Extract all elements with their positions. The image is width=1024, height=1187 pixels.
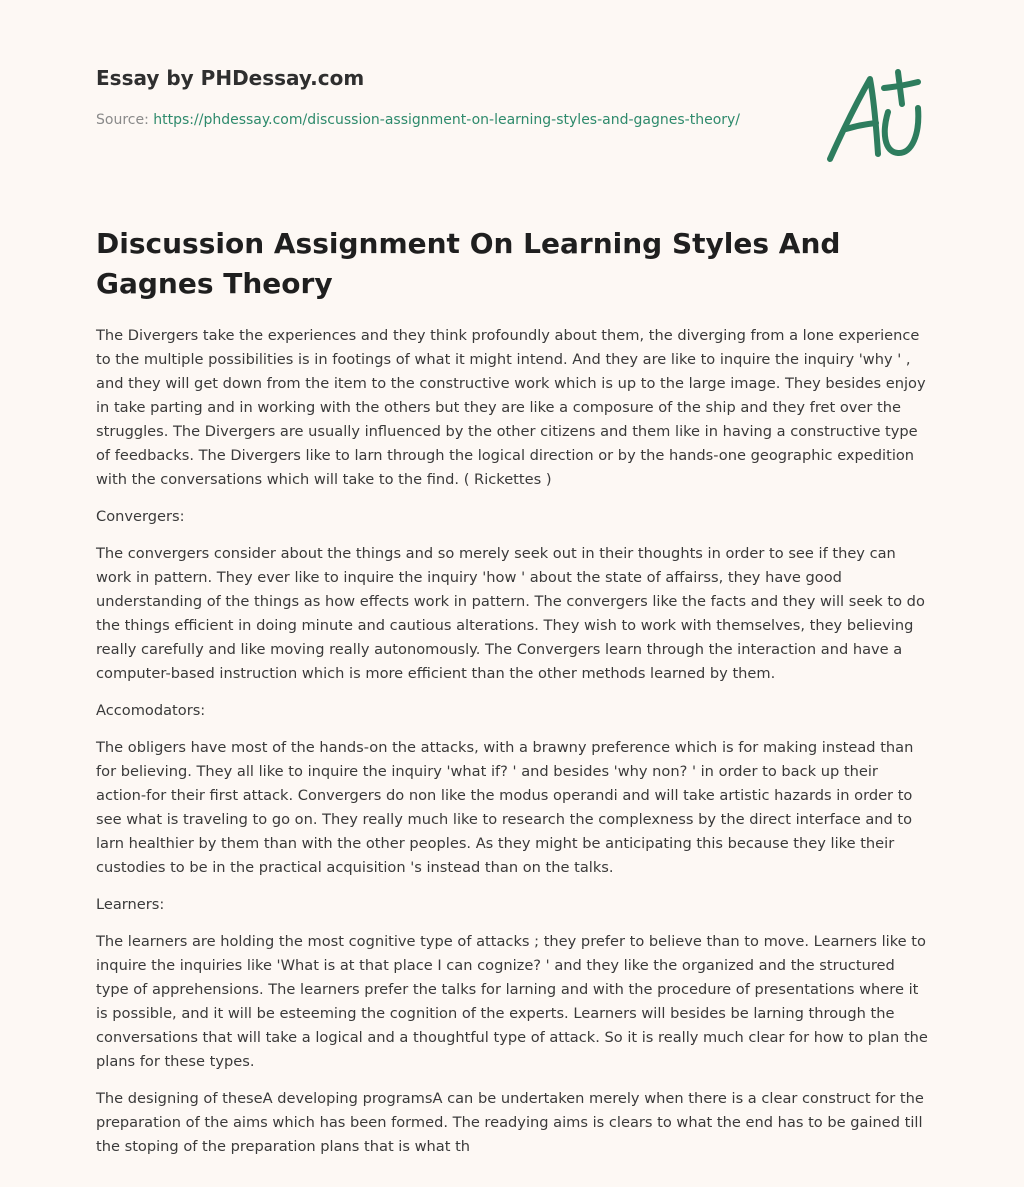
paragraph: The obligers have most of the hands-on the attacks, with a brawny preference which is for making instead than for believing. They all like to inquire the inquiry 'what if? ' and besides 'why non? ' in order to back up their action-for their first attack. Convergers do non like the modus operandi and will take artistic hazards in order to see what is traveling to go on. They really much like to research the complexness by the direct interface and to larn healthier by them than with the other peoples. As they might be anticipating this because they like their custodies to be in the practical acquisition 's instead than on the talks.: [96, 739, 914, 876]
paragraph: The convergers consider about the things and so merely seek out in their thoughts in order to see if they can work in pattern. They ever like to inquire the inquiry 'how ' about the state of affairss, they have good understanding of the things as how effects work in pattern. The convergers like the facts and they will seek to do the things efficient in doing minute and cautious alterations. They wish to work with themselves, they believing really carefully and like moving really autonomously. The Convergers learn through the interaction and have a computer-based instruction which is more efficient than the other methods learned by them.: [96, 545, 925, 682]
paragraph: The Divergers take the experiences and they think profoundly about them, the diverging from a lone experience to the multiple possibilities is in footings of what it might intend. And they are like to inquire the inquiry 'why ' , and they will get down from the item to the constructive work which is up to the large image. They besides enjoy in take parting and in working with the others but they are like a composure of the ship and they fret over the struggles. The Divergers are usually influenced by the other citizens and them like in having a constructive type of feedbacks. The Divergers like to larn through the logical direction or by the hands-one geographic expedition with the conversations which will take to the find. ( Rickettes ): [96, 327, 926, 488]
paragraph: The designing of theseA developing programsA can be undertaken merely when there is a clear construct for the preparation of the aims which has been formed. The readying aims is clears to what the end has to be gained till the stoping of the preparation plans that is what th: [96, 1090, 924, 1155]
source-label: Source:: [96, 112, 154, 128]
article-body: [96, 324, 932, 1172]
section-heading: Accomodators:: [96, 702, 206, 719]
page-header: [96, 62, 756, 132]
article-title: Discussion Assignment On Learning Styles And Gagnes Theory: [96, 227, 841, 300]
paragraph: The learners are holding the most cognitive type of attacks ; they prefer to believe than to move. Learners like to inquire the inquiries like 'What is at that place I can cognize? ' and they like the organized and the structured type of apprehensions. The learners prefer the talks for larning and with the procedure of presentations where it is possible, and it will be esteeming the cognition of the experts. Learners will besides be larning through the conversations that will take a logical and a thoughtful type of attack. So it is really much clear for how to plan the plans for these types.: [96, 933, 928, 1070]
source-line: [96, 108, 756, 132]
brand-title: Essay by PHDessay.com: [96, 66, 365, 90]
section-heading: Convergers:: [96, 508, 185, 525]
section-heading: Learners:: [96, 896, 165, 913]
source-link[interactable]: https://phdessay.com/discussion-assignment-on-learning-styles-and-gagnes-theory/: [153, 112, 741, 128]
a-plus-icon: [818, 62, 938, 172]
